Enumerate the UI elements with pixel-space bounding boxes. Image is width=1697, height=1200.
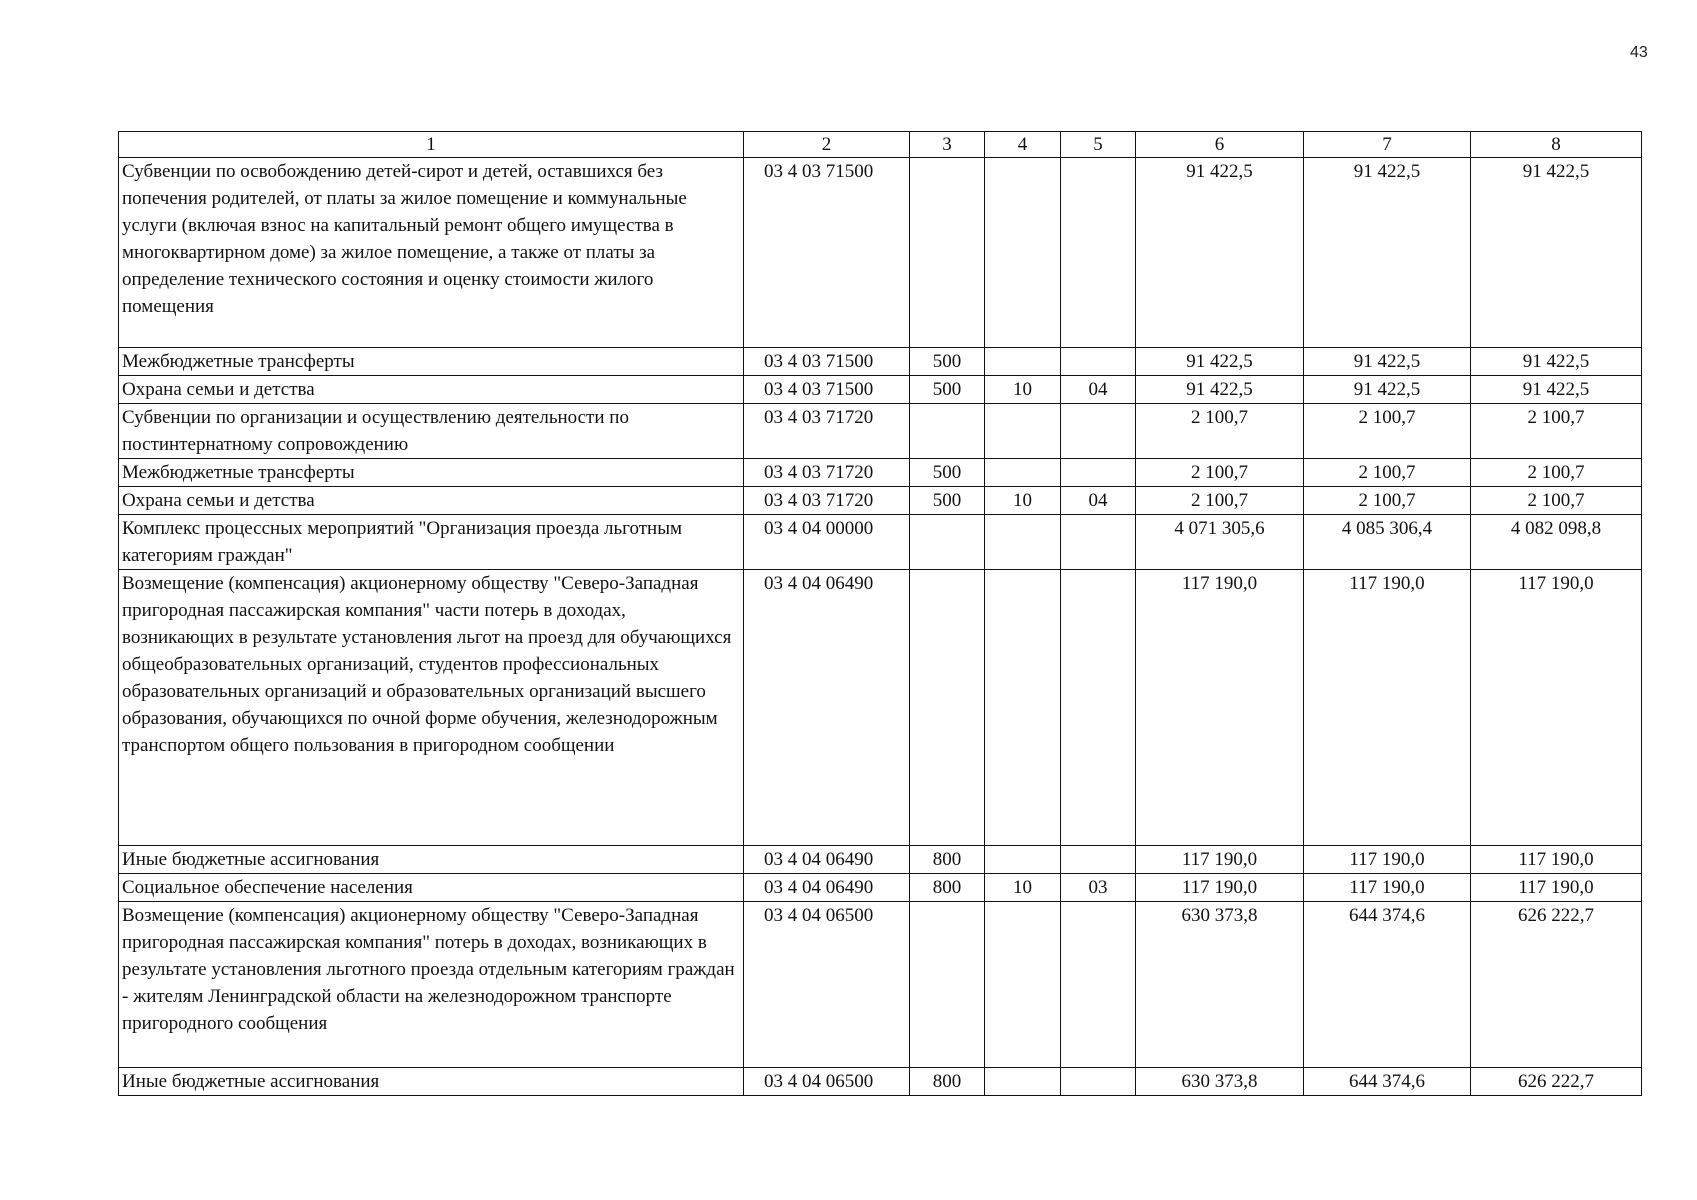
row-col8-cell: 626 222,7 bbox=[1471, 1068, 1642, 1096]
row-col4-cell bbox=[985, 570, 1061, 846]
row-name-cell: Комплекс процессных мероприятий "Организация проезда льготным категориям граждан" bbox=[119, 515, 744, 570]
table-row bbox=[119, 1068, 1642, 1096]
table-row bbox=[119, 902, 1642, 1068]
table-header-row bbox=[119, 132, 1642, 158]
row-name-cell: Субвенции по освобождению детей-сирот и детей, оставшихся без попечения родителей, от платы за жилое помещение и коммунальные услуги (включая взнос на капитальный ремонт общего имущества в многоквартирном доме) за жилое помещение, а также от платы за определение технического состояния и оценку стоимости жилого помещения bbox=[119, 158, 744, 348]
row-code-cell: 03 4 04 06500 bbox=[744, 902, 910, 1068]
row-col5-cell: 03 bbox=[1061, 874, 1136, 902]
row-col4-cell: 10 bbox=[985, 376, 1061, 404]
page-number: 43 bbox=[1630, 44, 1648, 61]
row-col7-cell: 91 422,5 bbox=[1304, 158, 1471, 348]
row-col4-cell bbox=[985, 348, 1061, 376]
table-row bbox=[119, 404, 1642, 459]
row-col4-cell bbox=[985, 404, 1061, 459]
row-col7-cell: 117 190,0 bbox=[1304, 846, 1471, 874]
row-col7-cell: 2 100,7 bbox=[1304, 404, 1471, 459]
row-code-cell: 03 4 03 71500 bbox=[744, 376, 910, 404]
row-col5-cell bbox=[1061, 404, 1136, 459]
row-col3-cell bbox=[910, 515, 985, 570]
row-col4-cell: 10 bbox=[985, 874, 1061, 902]
row-code-cell: 03 4 04 06490 bbox=[744, 846, 910, 874]
row-col8-cell: 626 222,7 bbox=[1471, 902, 1642, 1068]
row-col7-cell: 2 100,7 bbox=[1304, 487, 1471, 515]
row-code-cell: 03 4 03 71720 bbox=[744, 487, 910, 515]
row-col3-cell: 500 bbox=[910, 348, 985, 376]
row-col8-cell: 117 190,0 bbox=[1471, 570, 1642, 846]
table-row bbox=[119, 459, 1642, 487]
row-name-cell: Социальное обеспечение населения bbox=[119, 874, 744, 902]
row-name-cell: Межбюджетные трансферты bbox=[119, 459, 744, 487]
row-col6-cell: 117 190,0 bbox=[1136, 570, 1304, 846]
row-col8-cell: 117 190,0 bbox=[1471, 874, 1642, 902]
row-col6-cell: 91 422,5 bbox=[1136, 158, 1304, 348]
row-col8-cell: 2 100,7 bbox=[1471, 487, 1642, 515]
row-col7-cell: 4 085 306,4 bbox=[1304, 515, 1471, 570]
row-col5-cell: 04 bbox=[1061, 376, 1136, 404]
row-col3-cell: 800 bbox=[910, 1068, 985, 1096]
row-name-cell: Возмещение (компенсация) акционерному обществу "Северо-Западная пригородная пассажирская компания" потерь в доходах, возникающих в результате установления льготного проезда отдельным категориям граждан - жителям Ленинградской области на железнодорожном транспорте пригородного сообщения bbox=[119, 902, 744, 1068]
row-name-cell: Иные бюджетные ассигнования bbox=[119, 1068, 744, 1096]
row-col8-cell: 91 422,5 bbox=[1471, 376, 1642, 404]
header-cell: 1 bbox=[119, 132, 744, 158]
row-col7-cell: 117 190,0 bbox=[1304, 570, 1471, 846]
row-col5-cell bbox=[1061, 1068, 1136, 1096]
table-row bbox=[119, 487, 1642, 515]
row-col5-cell bbox=[1061, 902, 1136, 1068]
row-col6-cell: 117 190,0 bbox=[1136, 874, 1304, 902]
row-col6-cell: 91 422,5 bbox=[1136, 348, 1304, 376]
row-code-cell: 03 4 04 06500 bbox=[744, 1068, 910, 1096]
header-cell: 6 bbox=[1136, 132, 1304, 158]
row-col5-cell bbox=[1061, 158, 1136, 348]
row-code-cell: 03 4 03 71720 bbox=[744, 404, 910, 459]
row-col4-cell bbox=[985, 515, 1061, 570]
row-col4-cell bbox=[985, 459, 1061, 487]
table-row bbox=[119, 570, 1642, 846]
row-col5-cell: 04 bbox=[1061, 487, 1136, 515]
header-cell: 7 bbox=[1304, 132, 1471, 158]
row-col4-cell: 10 bbox=[985, 487, 1061, 515]
row-col6-cell: 117 190,0 bbox=[1136, 846, 1304, 874]
row-code-cell: 03 4 03 71720 bbox=[744, 459, 910, 487]
row-col3-cell bbox=[910, 570, 985, 846]
row-col5-cell bbox=[1061, 846, 1136, 874]
row-col6-cell: 630 373,8 bbox=[1136, 1068, 1304, 1096]
row-col8-cell: 117 190,0 bbox=[1471, 846, 1642, 874]
row-col6-cell: 630 373,8 bbox=[1136, 902, 1304, 1068]
row-col7-cell: 91 422,5 bbox=[1304, 376, 1471, 404]
row-col4-cell bbox=[985, 1068, 1061, 1096]
row-col3-cell: 500 bbox=[910, 487, 985, 515]
header-cell: 5 bbox=[1061, 132, 1136, 158]
row-name-cell: Иные бюджетные ассигнования bbox=[119, 846, 744, 874]
header-cell: 4 bbox=[985, 132, 1061, 158]
row-code-cell: 03 4 03 71500 bbox=[744, 348, 910, 376]
row-name-cell: Субвенции по организации и осуществлению деятельности по постинтернатному сопровождению bbox=[119, 404, 744, 459]
row-col5-cell bbox=[1061, 459, 1136, 487]
row-col4-cell bbox=[985, 902, 1061, 1068]
row-col6-cell: 4 071 305,6 bbox=[1136, 515, 1304, 570]
table-row bbox=[119, 376, 1642, 404]
header-cell: 8 bbox=[1471, 132, 1642, 158]
row-col3-cell: 800 bbox=[910, 874, 985, 902]
row-name-cell: Охрана семьи и детства bbox=[119, 487, 744, 515]
row-col3-cell bbox=[910, 158, 985, 348]
row-col5-cell bbox=[1061, 570, 1136, 846]
row-col5-cell bbox=[1061, 348, 1136, 376]
row-col8-cell: 2 100,7 bbox=[1471, 404, 1642, 459]
row-col7-cell: 644 374,6 bbox=[1304, 902, 1471, 1068]
table-row bbox=[119, 348, 1642, 376]
table-row bbox=[119, 846, 1642, 874]
row-col7-cell: 2 100,7 bbox=[1304, 459, 1471, 487]
row-col8-cell: 91 422,5 bbox=[1471, 158, 1642, 348]
row-col6-cell: 2 100,7 bbox=[1136, 404, 1304, 459]
row-code-cell: 03 4 04 00000 bbox=[744, 515, 910, 570]
row-col6-cell: 2 100,7 bbox=[1136, 487, 1304, 515]
row-name-cell: Межбюджетные трансферты bbox=[119, 348, 744, 376]
budget-table bbox=[118, 131, 1642, 1096]
row-col3-cell: 500 bbox=[910, 376, 985, 404]
table-row bbox=[119, 515, 1642, 570]
row-col5-cell bbox=[1061, 515, 1136, 570]
row-code-cell: 03 4 04 06490 bbox=[744, 874, 910, 902]
row-col4-cell bbox=[985, 846, 1061, 874]
row-name-cell: Возмещение (компенсация) акционерному обществу "Северо-Западная пригородная пассажирская компания" части потерь в доходах, возникающих в результате установления льгот на проезд для обучающихся общеобразовательных организаций, студентов профессиональных образовательных организаций и образовательных организаций высшего образования, обучающихся по очной форме обучения, железнодорожным транспортом общего пользования в пригородном сообщении bbox=[119, 570, 744, 846]
row-code-cell: 03 4 04 06490 bbox=[744, 570, 910, 846]
table-row bbox=[119, 158, 1642, 348]
row-name-cell: Охрана семьи и детства bbox=[119, 376, 744, 404]
row-col3-cell: 500 bbox=[910, 459, 985, 487]
table-row bbox=[119, 874, 1642, 902]
header-cell: 3 bbox=[910, 132, 985, 158]
row-col7-cell: 91 422,5 bbox=[1304, 348, 1471, 376]
row-col8-cell: 2 100,7 bbox=[1471, 459, 1642, 487]
row-col3-cell: 800 bbox=[910, 846, 985, 874]
row-col6-cell: 2 100,7 bbox=[1136, 459, 1304, 487]
row-col8-cell: 4 082 098,8 bbox=[1471, 515, 1642, 570]
row-col7-cell: 117 190,0 bbox=[1304, 874, 1471, 902]
row-col7-cell: 644 374,6 bbox=[1304, 1068, 1471, 1096]
row-col4-cell bbox=[985, 158, 1061, 348]
header-cell: 2 bbox=[744, 132, 910, 158]
row-col8-cell: 91 422,5 bbox=[1471, 348, 1642, 376]
row-code-cell: 03 4 03 71500 bbox=[744, 158, 910, 348]
row-col3-cell bbox=[910, 404, 985, 459]
row-col3-cell bbox=[910, 902, 985, 1068]
row-col6-cell: 91 422,5 bbox=[1136, 376, 1304, 404]
